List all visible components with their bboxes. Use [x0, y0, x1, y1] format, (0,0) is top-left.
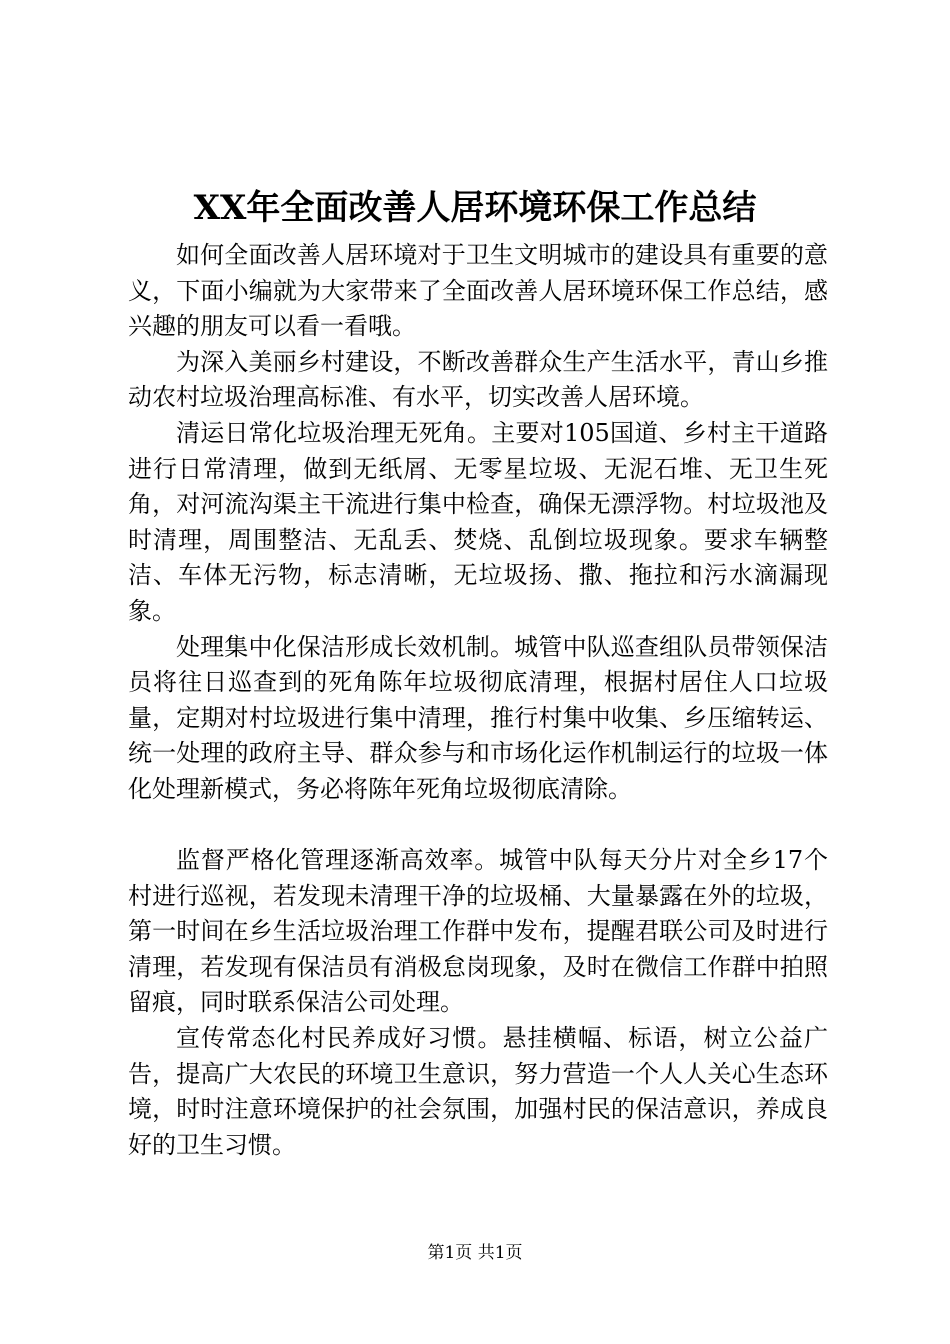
paragraph-publicity: 宣传常态化村民养成好习惯。悬挂横幅、标语，树立公益广告，提高广大农民的环境卫生意识，努力营造一个人人关心生态环境，时时注意环境保护的社会氛围，加强村民的保洁意识，养成良好的卫生习惯。	[128, 1024, 828, 1159]
paragraph-processing: 处理集中化保洁形成长效机制。城管中队巡查组队员带领保洁员将往日巡查到的死角陈年垃圾彻底清理，根据村居住人口垃圾量，定期对村垃圾进行集中清理，推行村集中收集、乡压缩转运、统一处理的政府主导、群众参与和市场化运作机制运行的垃圾一体化处理新模式，务必将陈年死角垃圾彻底清除。	[128, 632, 828, 803]
paragraph-intro: 如何全面改善人居环境对于卫生文明城市的建设具有重要的意义，下面小编就为大家带来了全面改善人居环境环保工作总结，感兴趣的朋友可以看一看哦。	[128, 241, 828, 341]
page-footer: 第1页 共1页	[427, 1243, 523, 1263]
paragraph-cleaning: 清运日常化垃圾治理无死角。主要对105国道、乡村主干道路进行日常清理，做到无纸屑、无零星垃圾、无泥石堆、无卫生死角，对河流沟渠主干流进行集中检查，确保无漂浮物。村垃圾池及时清理，周围整洁、无乱丢、焚烧、乱倒垃圾现象。要求车辆整洁、车体无污物，标志清晰，无垃圾扬、撒、拖拉和污水滴漏现象。	[128, 418, 828, 625]
paragraph-purpose: 为深入美丽乡村建设，不断改善群众生产生活水平，青山乡推动农村垃圾治理高标准、有水平，切实改善人居环境。	[128, 347, 828, 412]
document-title: XX年全面改善人居环境环保工作总结	[193, 188, 757, 228]
document-body	[128, 238, 828, 1163]
paragraph-supervision: 监督严格化管理逐渐高效率。城管中队每天分片对全乡17个村进行巡视，若发现未清理干净的垃圾桶、大量暴露在外的垃圾，第一时间在乡生活垃圾治理工作群中发布，提醒君联公司及时进行清理，若发现有保洁员有消极怠岗现象，及时在微信工作群中拍照留痕，同时联系保洁公司处理。	[128, 846, 828, 1017]
